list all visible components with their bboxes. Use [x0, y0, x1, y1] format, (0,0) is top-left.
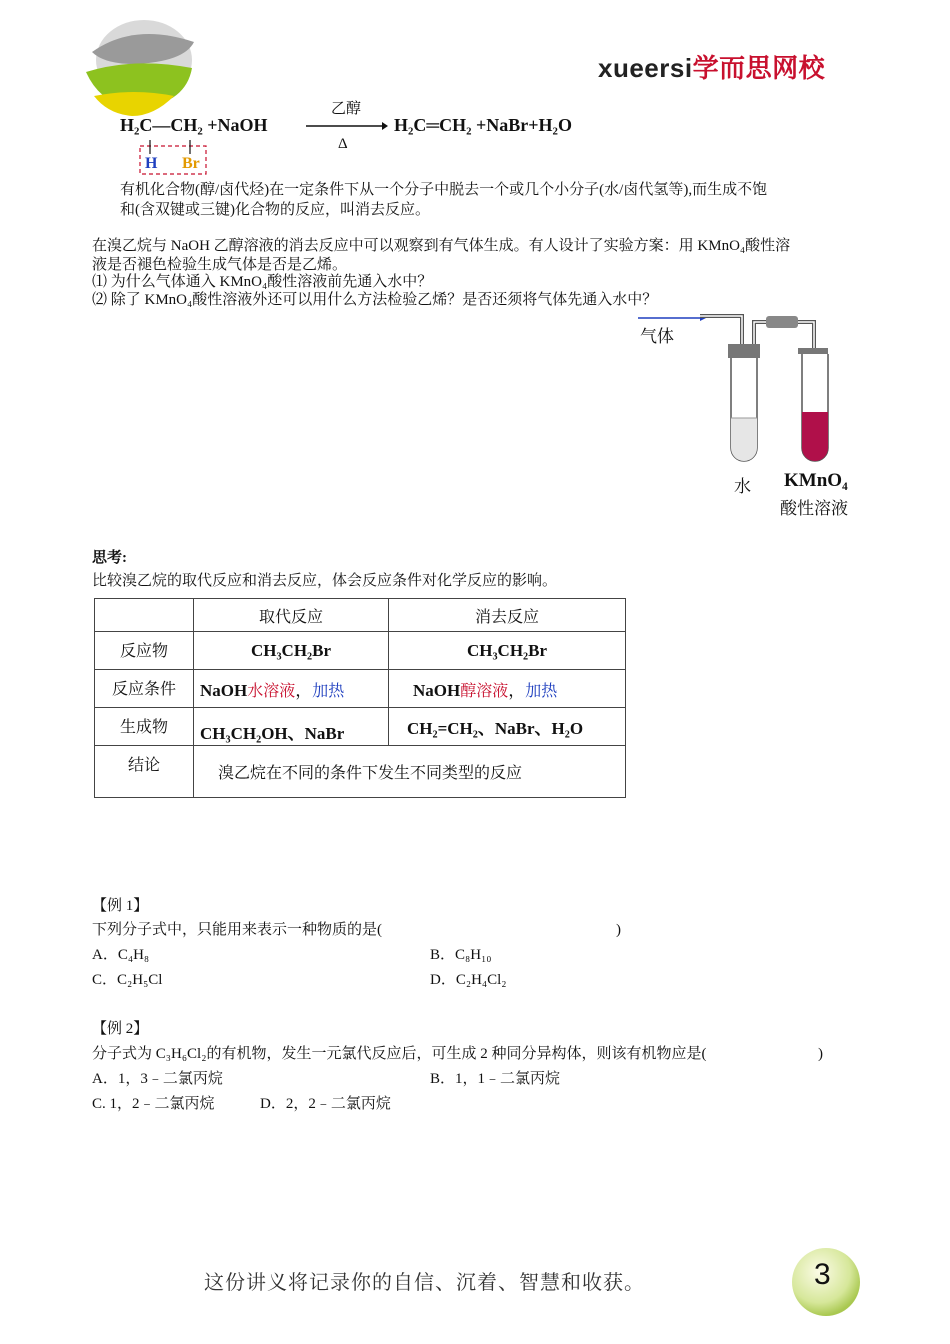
leaving-h: H [145, 155, 158, 172]
example1-option-d: D．C₂H₄Cl₂ [430, 972, 507, 988]
cell-sub-condition [194, 670, 389, 708]
logo-sphere [74, 12, 198, 122]
elim-condition-base: NaOH [413, 681, 461, 700]
table-header-row [95, 599, 626, 632]
acid-solution-label: 酸性溶液 [780, 499, 848, 519]
brand-latin: xueersi [598, 53, 693, 83]
example2-question: 分子式为 C₃H₆Cl₂的有机物，发生一元氯代反应后，可生成 2 种同分异构体，则该有机物应是( [92, 1046, 707, 1062]
arrow-condition-top: 乙醇 [331, 99, 362, 117]
think-title: 思考: [92, 550, 127, 566]
experiment-line-2: 液是否褪色检验生成气体是否是乙烯。 [92, 257, 348, 273]
logo-sphere-icon [74, 12, 198, 122]
gas-label: 气体 [640, 327, 674, 347]
cell-conclusion: 溴乙烷在不同的条件下发生不同类型的反应 [194, 746, 626, 798]
arrow-icon [306, 116, 388, 136]
reaction-arrow [306, 116, 388, 136]
definition-line-2: 和(含双键或三键)化合物的反应，叫消去反应。 [120, 202, 430, 218]
header-elimination: 消去反应 [389, 599, 626, 632]
think-prompt: 比较溴乙烷的取代反应和消去反应，体会反应条件对化学反应的影响。 [92, 573, 558, 589]
example2-option-a: A．1，3﹣二氯丙烷 [92, 1071, 223, 1087]
cell-sub-reactant: CH₃CH₂Br [194, 632, 389, 670]
example2-title: 【例 2】 [92, 1021, 149, 1037]
cell-elim-reactant: CH₃CH₂Br [389, 632, 626, 670]
equation-left: H₂C—CH₂ +NaOH [120, 115, 268, 135]
page-number: 3 [814, 1258, 831, 1291]
cell-sub-product: CH₃CH₂OH、NaBr [194, 708, 389, 746]
example1-question: 下列分子式中，只能用来表示一种物质的是( [92, 922, 382, 938]
equation-right: H₂C═CH₂ +NaBr+H₂O [394, 115, 572, 135]
table-row [95, 708, 626, 746]
example2-option-b: B．1，1﹣二氯丙烷 [430, 1071, 561, 1087]
experiment-question-1: ⑴ 为什么气体通入 KMnO₄酸性溶液前先通入水中？ [92, 274, 433, 290]
sub-condition-solvent: 水溶液 [247, 681, 296, 700]
footer-slogan: 这份讲义将记录你的自信、沉着、智慧和收获。 [204, 1270, 645, 1294]
table-corner [95, 599, 194, 632]
example1-option-a: A．C₄H₈ [92, 947, 150, 963]
arrow-condition-bottom: Δ [338, 136, 348, 152]
table-row [95, 670, 626, 708]
sub-condition-base: NaOH [200, 681, 248, 700]
water-label: 水 [734, 477, 751, 497]
example1-close: ) [616, 922, 621, 938]
experiment-question-2: ⑵ 除了 KMnO₄酸性溶液外还可以用什么方法检验乙烯？是否还须将气体先通入水中？ [92, 292, 658, 308]
cell-elim-condition [389, 670, 626, 708]
table-row [95, 746, 626, 798]
brand-cn: 学而思网校 [692, 53, 826, 83]
example2-close: ) [818, 1046, 823, 1062]
table-row [95, 632, 626, 670]
example1-option-c: C．C₂H₅Cl [92, 972, 163, 988]
example1-option-b: B．C₈H₁₀ [430, 947, 492, 963]
example2-option-d: D．2，2﹣二氯丙烷 [260, 1096, 391, 1112]
sub-condition-heat: 加热 [312, 681, 345, 700]
leaving-br: Br [182, 155, 200, 172]
brand-logo [598, 48, 825, 85]
kmno4-label: KMnO₄ [784, 470, 848, 491]
experiment-line-1: 在溴乙烷与 NaOH 乙醇溶液的消去反应中可以观察到有气体生成。有人设计了实验方案：用 KMnO₄酸性溶 [92, 238, 791, 254]
elim-condition-sep: ， [508, 681, 526, 700]
definition-line-1: 有机化合物(醇/卤代烃)在一定条件下从一个分子中脱去一个或几个小分子(水/卤代氢等),而生成不饱 [120, 182, 768, 198]
example1-title: 【例 1】 [92, 898, 149, 914]
row-label-conclusion: 结论 [95, 746, 194, 798]
row-label-condition: 反应条件 [95, 670, 194, 708]
elim-condition-heat: 加热 [525, 681, 558, 700]
row-label-product: 生成物 [95, 708, 194, 746]
sub-condition-sep: ， [295, 681, 313, 700]
header-substitution: 取代反应 [194, 599, 389, 632]
comparison-table [94, 598, 626, 798]
row-label-reactant: 反应物 [95, 632, 194, 670]
elim-condition-solvent: 醇溶液 [460, 681, 509, 700]
cell-elim-product: CH₂=CH₂、NaBr、H₂O [389, 708, 626, 746]
example2-option-c: C. 1，2﹣二氯丙烷 [92, 1096, 215, 1112]
